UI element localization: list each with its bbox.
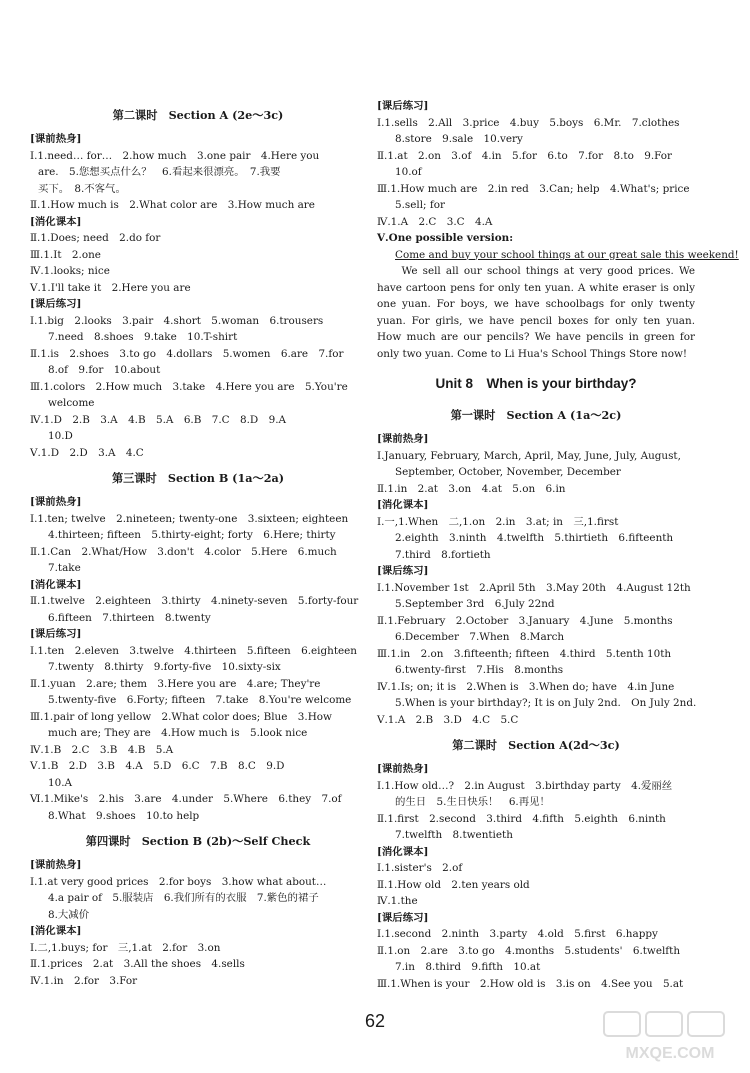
subsection-label: [课前热身] — [30, 133, 82, 145]
answer-line: welcome — [48, 397, 95, 409]
section-heading: 第二课时 Section A(2d～3c) — [452, 738, 620, 752]
answer-line: 5.twenty-five 6.Forty; fifteen 7.take 8.You're welcome — [48, 694, 352, 706]
answer-line: Ⅳ.1.D 2.B 3.A 4.B 5.A 6.B 7.C 8.D 9.A — [30, 413, 287, 426]
answer-line: Ⅰ.1.at very good prices 2.for boys 3.how what about… — [30, 875, 327, 888]
answer-line: 6.twenty-first 7.His 8.months — [395, 664, 564, 676]
subsection-label: [课前热身] — [30, 859, 82, 871]
answer-line: Ⅴ.1.D 2.D 3.A 4.C — [30, 446, 144, 459]
answer-line: 4.thirteen; fifteen 5.thirty-eight; forty 6.Here; thirty — [48, 529, 336, 541]
answer-line: Ⅰ.1.ten 2.eleven 3.twelve 4.thirteen 5.fifteen 6.eighteen — [30, 644, 357, 657]
answer-line: 5.sell; for — [395, 199, 445, 211]
answer-line: 7.take — [48, 562, 81, 574]
answer-line: Ⅰ.1.How old…? 2.in August 3.birthday party 4.爱丽丝 — [377, 779, 673, 792]
answer-line: Ⅰ.1.second 2.ninth 3.party 4.old 5.first 6.happy — [377, 928, 658, 940]
page-number: 62 — [364, 1011, 386, 1031]
svg-text:MXQE.COM: MXQE.COM — [625, 1045, 715, 1062]
subsection-label: [消化课本] — [377, 845, 429, 858]
answer-line: Ⅳ.1.the — [377, 895, 418, 907]
answer-line: 8.of 9.for 10.about — [48, 364, 161, 376]
answer-line: 6.fifteen 7.thirteen 8.twenty — [48, 611, 211, 624]
watermark-logo — [600, 1008, 740, 1068]
answer-line: Ⅰ.1.need… for… 2.how much 3.one pair 4.Here you — [30, 149, 320, 162]
answer-line: September, October, November, December — [395, 466, 621, 478]
answer-line: Ⅰ.一,1.When 二,1.on 2.in 3.at; in 三,1.first — [377, 515, 619, 528]
answer-line: are. 5.您想买点什么？ 6.看起来很漂亮。 7.我要 — [38, 166, 281, 178]
subsection-label: [课后练习] — [30, 628, 82, 640]
answer-line: 5.When is your birthday?; It is on July 2nd. On July 2nd. — [395, 697, 697, 709]
right-column — [377, 98, 739, 992]
answer-line: 6.December 7.When 8.March — [395, 631, 565, 643]
answer-line: Ⅱ.1.twelve 2.eighteen 3.thirty 4.ninety-seven 5.forty-four — [30, 595, 359, 607]
answer-line: 的生日 5.生日快乐！ 6.再见！ — [395, 796, 550, 808]
answer-line: Come and buy your school things at our great sale this weekend! — [395, 248, 739, 261]
answer-line: Ⅴ.1.I'll take it 2.Here you are — [30, 281, 191, 294]
answer-line: 7.twelfth 8.twentieth — [395, 829, 513, 841]
subsection-label: Ⅴ.One possible version: — [377, 232, 514, 244]
answer-line: Ⅰ.1.ten; twelve 2.nineteen; twenty-one 3.sixteen; eighteen — [30, 512, 349, 525]
answer-line: Ⅰ.1.sells 2.All 3.price 4.buy 5.boys 6.Mr. 7.clothes — [377, 116, 680, 129]
subsection-label: [课前热身] — [377, 763, 429, 775]
subsection-label: [课前热身] — [377, 433, 429, 445]
subsection-label: [消化课本] — [30, 215, 82, 228]
answer-line: 7.twenty 8.thirty 9.forty-five 10.sixty-six — [48, 661, 281, 673]
answer-line: 7.need 8.shoes 9.take 10.T-shirt — [48, 331, 238, 343]
answer-line: Ⅲ.1.When is your 2.How old is 3.is on 4.See you 5.at — [377, 977, 684, 990]
answer-line: Ⅰ.1.November 1st 2.April 5th 3.May 20th 4.August 12th — [377, 581, 691, 594]
answer-line: Ⅱ.1.How old 2.ten years old — [377, 878, 530, 891]
answer-line: Ⅲ.1.in 2.on 3.fifteenth; fifteen 4.third 5.tenth 10th — [377, 647, 672, 660]
answer-line: 8.store 9.sale 10.very — [395, 133, 523, 145]
answer-line: 10.of — [395, 166, 422, 178]
answer-line: Ⅱ.1.is 2.shoes 3.to go 4.dollars 5.women 6.are 7.for — [30, 347, 344, 360]
answer-line: Ⅲ.1.colors 2.How much 3.take 4.Here you are 5.You're — [30, 380, 348, 393]
subsection-label: [课前热身] — [30, 496, 82, 508]
answer-line: Ⅱ.1.Can 2.What/How 3.don't 4.color 5.Here 6.much — [30, 545, 337, 558]
answer-line: Ⅳ.1.looks; nice — [30, 265, 110, 277]
answer-line: Ⅴ.1.A 2.B 3.D 4.C 5.C — [377, 713, 519, 726]
subsection-label: [课后练习] — [377, 565, 429, 577]
subsection-label: [课后练习] — [377, 911, 429, 924]
answer-line: Ⅵ.1.Mike's 2.his 3.are 4.under 5.Where 6.they 7.of — [30, 793, 342, 805]
essay-paragraph: We sell all our school things at very good prices. We have cartoon pens for only ten yuan. A white eraser is only one yuan. For boys, we have schoolbags for only twenty yuan. For girls, we have pencil boxes for only ten yuan. How much are our pencils? We have pencils in green for only two yuan. Come to Li Hua's School Things Store now! — [377, 265, 695, 360]
subsection-label: [消化课本] — [30, 925, 82, 937]
answer-line: 7.in 8.third 9.fifth 10.at — [395, 961, 541, 973]
unit-title: Unit 8 When is your birthday? — [435, 376, 637, 391]
answer-line: Ⅲ.1.It 2.one — [30, 248, 101, 261]
answer-line: Ⅰ.1.sister's 2.of — [377, 862, 463, 874]
answer-line: Ⅲ.1.How much are 2.in red 3.Can; help 4.What's; price — [377, 182, 690, 195]
answer-line: 7.third 8.fortieth — [395, 548, 491, 561]
answer-line: Ⅱ.1.in 2.at 3.on 4.at 5.on 6.in — [377, 482, 566, 495]
answer-line: 10.A — [48, 776, 73, 789]
answer-line: 2.eighth 3.ninth 4.twelfth 5.thirtieth 6.fifteenth — [395, 532, 674, 544]
subsection-label: [课后练习] — [30, 298, 82, 310]
section-heading: 第三课时 Section B (1a～2a) — [111, 471, 285, 485]
answer-line: Ⅲ.1.pair of long yellow 2.What color does; Blue 3.How — [30, 710, 332, 723]
answer-line: 8.What 9.shoes 10.to help — [48, 809, 200, 822]
answer-line: 4.a pair of 5.服装店 6.我们所有的衣服 7.紫色的裙子 — [48, 892, 319, 904]
answer-line: Ⅰ.January, February, March, April, May, June, July, August, — [377, 449, 681, 462]
subsection-label: [消化课本] — [30, 578, 82, 591]
answer-line: Ⅱ.1.first 2.second 3.third 4.fifth 5.eighth 6.ninth — [377, 812, 666, 825]
subsection-label: [课后练习] — [377, 100, 429, 112]
answer-line: 10.D — [48, 430, 73, 442]
answer-line: Ⅱ.1.How much is 2.What color are 3.How much are — [30, 199, 315, 211]
answer-line: Ⅱ.1.Does; need 2.do for — [30, 232, 161, 244]
answer-line: Ⅱ.1.on 2.are 3.to go 4.months 5.students' 6.twelfth — [377, 944, 681, 957]
answer-line: Ⅳ.1.in 2.for 3.For — [30, 974, 138, 987]
answer-line: Ⅱ.1.prices 2.at 3.All the shoes 4.sells — [30, 958, 245, 970]
answer-line: 8.大减价 — [48, 908, 90, 921]
section-heading: 第一课时 Section A (1a～2c) — [450, 408, 622, 422]
subsection-label: [消化课本] — [377, 499, 429, 511]
answer-line: Ⅱ.1.at 2.on 3.of 4.in 5.for 6.to 7.for 8.to 9.For — [377, 149, 673, 162]
answer-line: Ⅰ.1.big 2.looks 3.pair 4.short 5.woman 6.trousers — [30, 314, 324, 327]
section-heading: 第四课时 Section B (2b)～Self Check — [85, 834, 311, 848]
answer-line: Ⅱ.1.yuan 2.are; them 3.Here you are 4.are; They're — [30, 677, 321, 690]
answer-line: Ⅰ.二,1.buys; for 三,1.at 2.for 3.on — [30, 941, 221, 954]
answer-line: 买下。 8.不客气。 — [38, 182, 126, 195]
answer-line: Ⅳ.1.A 2.C 3.C 4.A — [377, 215, 493, 228]
answer-line: Ⅳ.1.B 2.C 3.B 4.B 5.A — [30, 743, 174, 756]
answer-line: 5.September 3rd 6.July 22nd — [395, 598, 555, 610]
answer-line: Ⅳ.1.Is; on; it is 2.When is 3.When do; have 4.in June — [377, 680, 675, 693]
answer-line: Ⅱ.1.February 2.October 3.January 4.June 5.months — [377, 614, 673, 627]
section-heading: 第二课时 Section A (2e～3c) — [112, 108, 284, 122]
answer-line: Ⅴ.1.B 2.D 3.B 4.A 5.D 6.C 7.B 8.C 9.D — [30, 760, 285, 772]
left-column — [30, 98, 366, 989]
answer-line: much are; They are 4.How much is 5.look nice — [48, 727, 308, 739]
